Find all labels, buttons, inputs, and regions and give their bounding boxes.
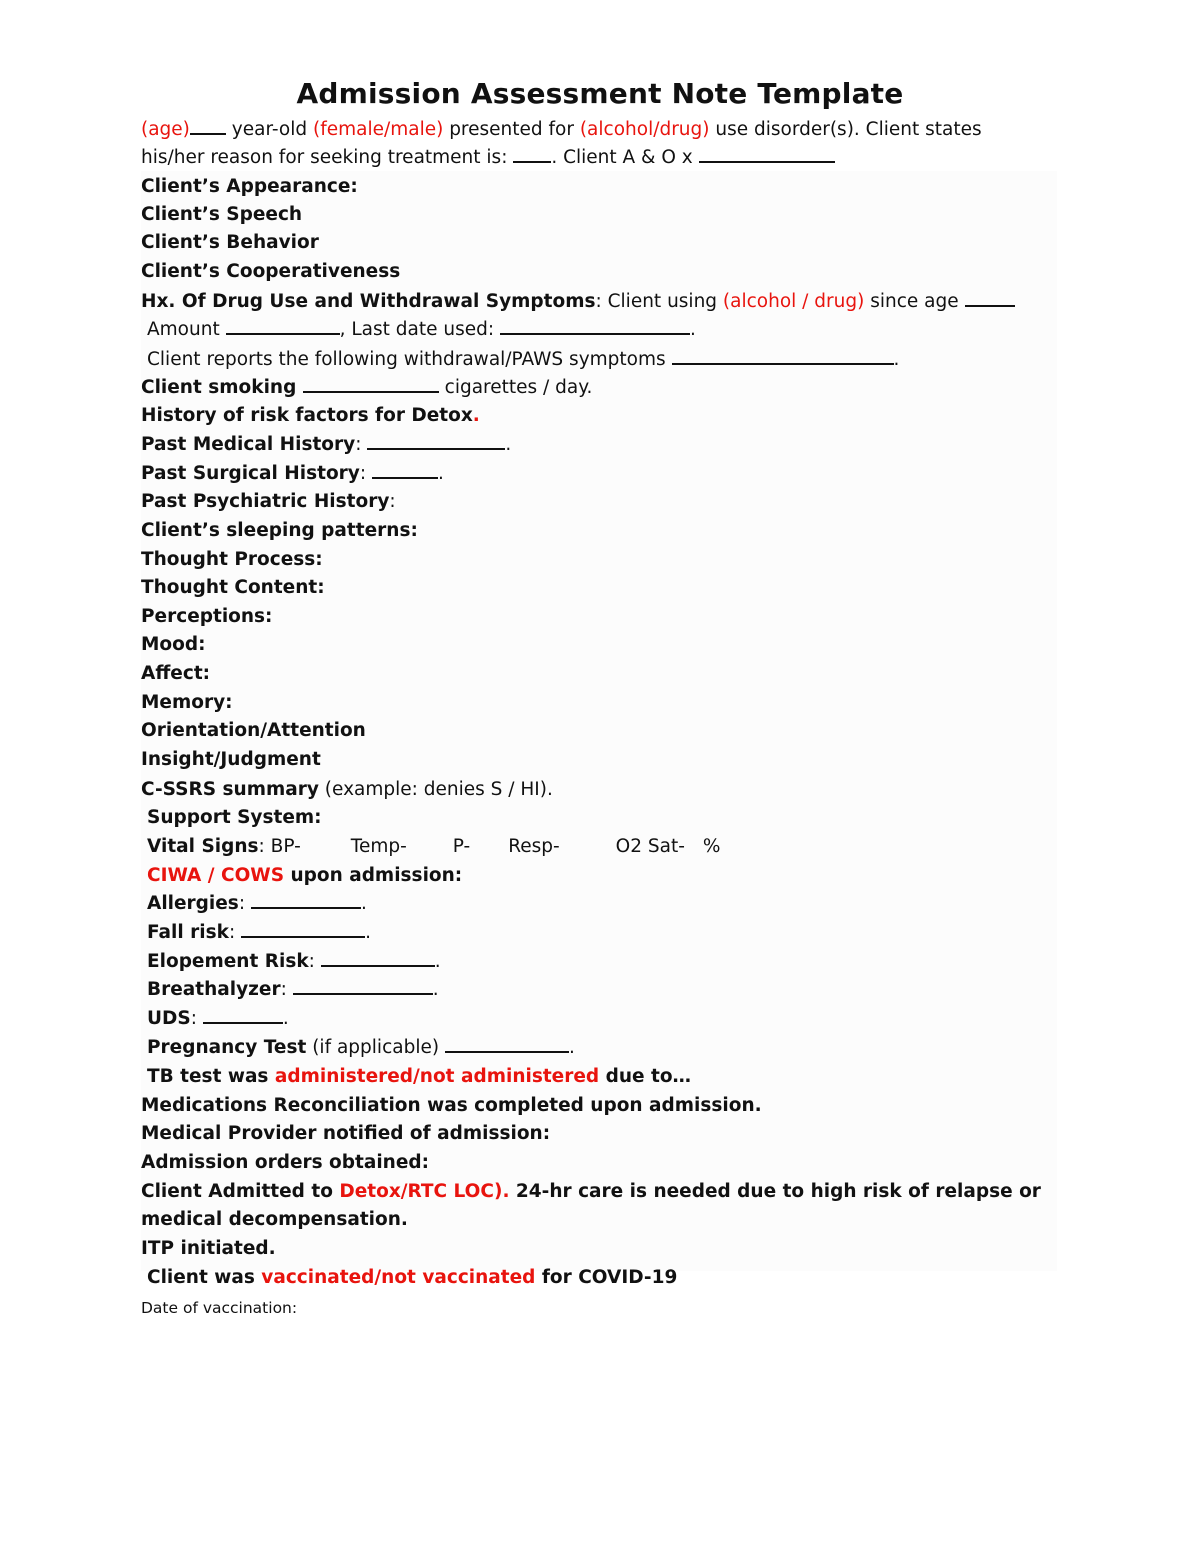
vaccine-line: Client was vaccinated/not vaccinated for COVID-19 xyxy=(147,1267,678,1288)
uds-line: UDS: . xyxy=(147,1005,289,1033)
thought-process-label: Thought Process: xyxy=(141,549,323,570)
page-title: Admission Assessment Note Template xyxy=(296,77,904,110)
pregnancy-line: Pregnancy Test (if applicable) . xyxy=(147,1034,575,1062)
past-surgical-line: Past Surgical History: . xyxy=(141,460,444,488)
cooperativeness-label: Client’s Cooperativeness xyxy=(141,261,401,282)
elopement-blank[interactable] xyxy=(321,948,435,967)
fall-risk-blank[interactable] xyxy=(241,919,365,938)
past-surgical-blank[interactable] xyxy=(372,460,438,479)
insight-label: Insight/Judgment xyxy=(141,749,321,770)
past-psych-line: Past Psychiatric History: xyxy=(141,491,396,512)
provider-line: Medical Provider notified of admission: xyxy=(141,1123,551,1144)
allergies-blank[interactable] xyxy=(251,890,361,909)
uds-blank[interactable] xyxy=(203,1005,283,1024)
risk-factors-line: History of risk factors for Detox. xyxy=(141,405,480,426)
cssrs-line: C-SSRS summary (example: denies S / HI). xyxy=(141,779,553,800)
amount-blank[interactable] xyxy=(226,316,340,335)
breathalyzer-blank[interactable] xyxy=(293,976,433,995)
reason-blank[interactable] xyxy=(513,144,551,163)
med-rec-line: Medications Reconciliation was completed upon admission. xyxy=(141,1095,762,1116)
last-date-blank[interactable] xyxy=(500,316,690,335)
withdrawal-line: Client reports the following withdrawal/PAWS symptoms . xyxy=(147,346,899,374)
appearance-label: Client’s Appearance: xyxy=(141,176,358,197)
thought-content-label: Thought Content: xyxy=(141,577,325,598)
orders-line: Admission orders obtained: xyxy=(141,1152,430,1173)
itp-line: ITP initiated. xyxy=(141,1238,276,1259)
orientation-label: Orientation/Attention xyxy=(141,720,366,741)
orientation-blank[interactable] xyxy=(699,144,835,163)
fall-risk-line: Fall risk: . xyxy=(147,919,371,947)
behavior-label: Client’s Behavior xyxy=(141,232,319,253)
smoking-blank[interactable] xyxy=(303,374,439,393)
ciwa-line: CIWA / COWS upon admission: xyxy=(147,865,463,886)
past-medical-blank[interactable] xyxy=(367,431,505,450)
elopement-line: Elopement Risk: . xyxy=(147,948,441,976)
past-medical-line: Past Medical History: . xyxy=(141,431,511,459)
amount-line: Amount , Last date used: . xyxy=(147,316,696,344)
sleeping-label: Client’s sleeping patterns: xyxy=(141,520,418,541)
withdrawal-blank[interactable] xyxy=(672,346,894,365)
support-system-label: Support System: xyxy=(147,807,322,828)
substance-placeholder: (alcohol/drug) xyxy=(579,119,710,140)
mood-label: Mood: xyxy=(141,634,206,655)
breathalyzer-line: Breathalyzer: . xyxy=(147,976,439,1004)
allergies-line: Allergies: . xyxy=(147,890,367,918)
affect-label: Affect: xyxy=(141,663,211,684)
age-placeholder: (age) xyxy=(141,119,190,140)
intro-line-1: (age) year-old (female/male) presented for (alcohol/drug) use disorder(s). Client states xyxy=(141,116,982,144)
vaccine-date-line: Date of vaccination: xyxy=(141,1299,298,1317)
tb-line: TB test was administered/not administered due to… xyxy=(147,1066,692,1087)
memory-label: Memory: xyxy=(141,692,233,713)
sex-placeholder: (female/male) xyxy=(312,119,444,140)
pregnancy-blank[interactable] xyxy=(445,1034,569,1053)
admitted-line: Client Admitted to Detox/RTC LOC). 24-hr care is needed due to high risk of relapse or xyxy=(141,1181,1041,1202)
drug-history-line: Hx. Of Drug Use and Withdrawal Symptoms: Client using (alcohol / drug) since age xyxy=(141,288,1015,316)
speech-label: Client’s Speech xyxy=(141,204,303,225)
smoking-line: Client smoking cigarettes / day. xyxy=(141,374,592,402)
vital-signs-line: Vital Signs: BP- Temp- P- Resp- O2 Sat- % xyxy=(147,836,721,857)
since-age-blank[interactable] xyxy=(965,288,1015,307)
perceptions-label: Perceptions: xyxy=(141,606,273,627)
age-blank[interactable] xyxy=(190,116,226,135)
admitted-line-2: medical decompensation. xyxy=(141,1209,408,1230)
intro-line-2: his/her reason for seeking treatment is: . Client A & O x xyxy=(141,144,835,172)
